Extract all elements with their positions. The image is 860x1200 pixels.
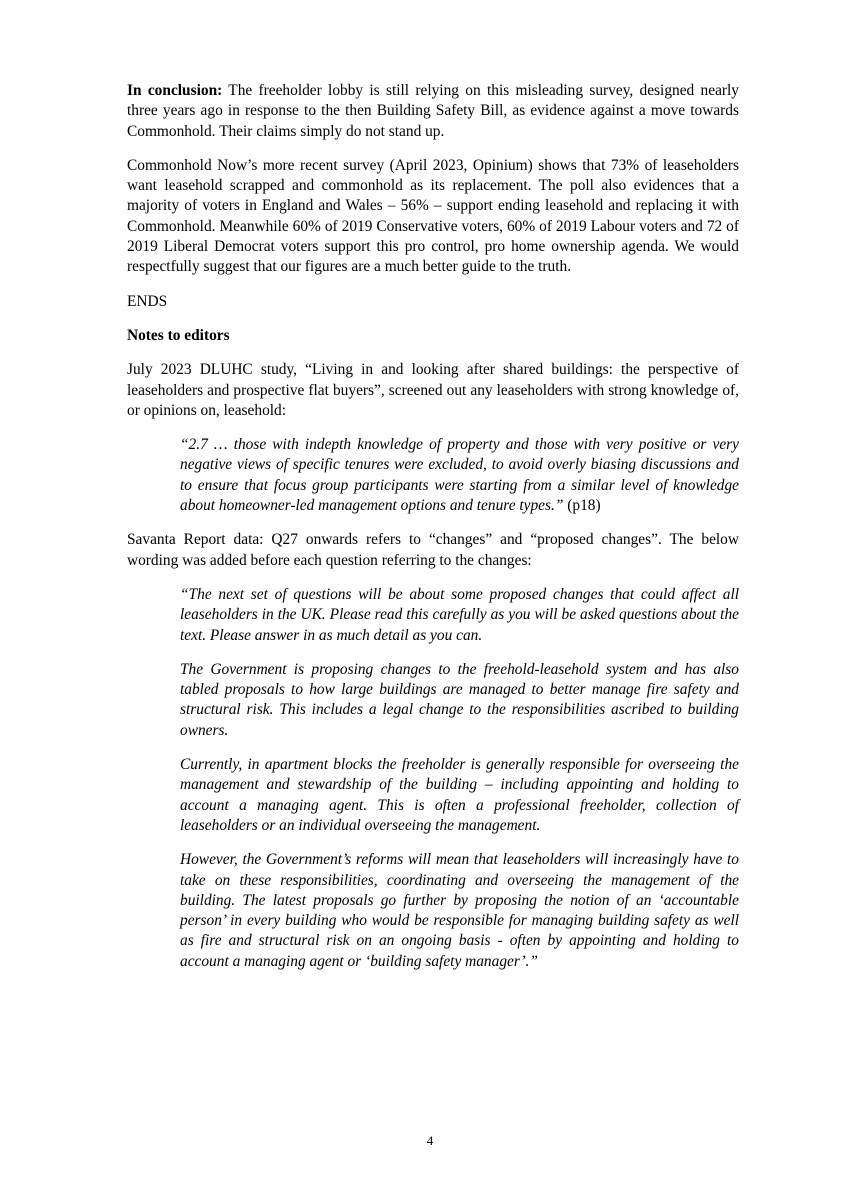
page-number: 4 <box>426 1133 434 1148</box>
notes-heading: Notes to editors <box>127 326 230 344</box>
savanta-intro: Savanta Report data: Q27 onwards refers to “changes” and “proposed changes”. The below wording was added before each question referring to the changes: <box>127 531 739 569</box>
dluhc-quote <box>180 435 739 516</box>
conclusion-text: The freeholder lobby is still relying on this misleading survey, designed nearly three years ago in response to the then Building Safety Bill, as evidence against a move towards Commonhold. Their claims simply do not stand up. <box>127 82 740 140</box>
dluhc-page-ref: (p18) <box>563 497 601 515</box>
savanta-quote-2: The Government is proposing changes to the freehold-leasehold system and has also tabled proposals to how large buildings are managed to better manage fire safety and structural risk. This includes a legal change to the responsibilities ascribed to building owners. <box>180 660 739 739</box>
conclusion-lead: In conclusion: <box>127 82 223 99</box>
savanta-quote-4: However, the Government’s reforms will mean that leaseholders will increasingly have to take on these responsibilities, coordinating and overseeing the management of the building. The latest proposals go further by proposing the notion of an ‘accountable person’ in every building who would be responsible for managing building safety as well as fire and structural risk on an ongoing basis - often by appointing and holding to account a managing agent or ‘building safety manager’.” <box>180 851 739 970</box>
dluhc-quote-text: “2.7 … those with indepth knowledge of property and those with very positive or very negative views of specific tenures were excluded, to avoid overly biasing discussions and to ensure that focus group participants were starting from a similar level of knowledge about homeowner-led management options and tenure types.” <box>180 436 739 515</box>
ends-marker: ENDS <box>127 292 168 310</box>
conclusion-paragraph <box>127 81 739 142</box>
savanta-quote-1: “The next set of questions will be about some proposed changes that could affect all leaseholders in the UK. Please read this carefully as you will be asked questions about the text. Please answer in as much detail as you can. <box>180 585 739 644</box>
document-page <box>127 81 739 972</box>
dluhc-intro: July 2023 DLUHC study, “Living in and looking after shared buildings: the perspective of leaseholders and prospective flat buyers”, screened out any leaseholders with strong knowledge of, or opinions on, leasehold: <box>127 361 739 419</box>
survey-paragraph: Commonhold Now’s more recent survey (April 2023, Opinium) shows that 73% of leaseholders want leasehold scrapped and commonhold as its replacement. The poll also evidences that a majority of voters in England and Wales – 56% – support ending leasehold and replacing it with Commonhold. Meanwhile 60% of 2019 Conservative voters, 60% of 2019 Labour voters and 72 of 2019 Liberal Democrat voters support this pro control, pro home ownership agenda. We would respectfully suggest that our figures are a much better guide to the truth. <box>127 156 739 276</box>
savanta-quote-3: Currently, in apartment blocks the freeholder is generally responsible for overseeing the management and stewardship of the building – including appointing and holding to account a managing agent. This is often a professional freeholder, collection of leaseholders or an individual overseeing the management. <box>180 756 739 834</box>
